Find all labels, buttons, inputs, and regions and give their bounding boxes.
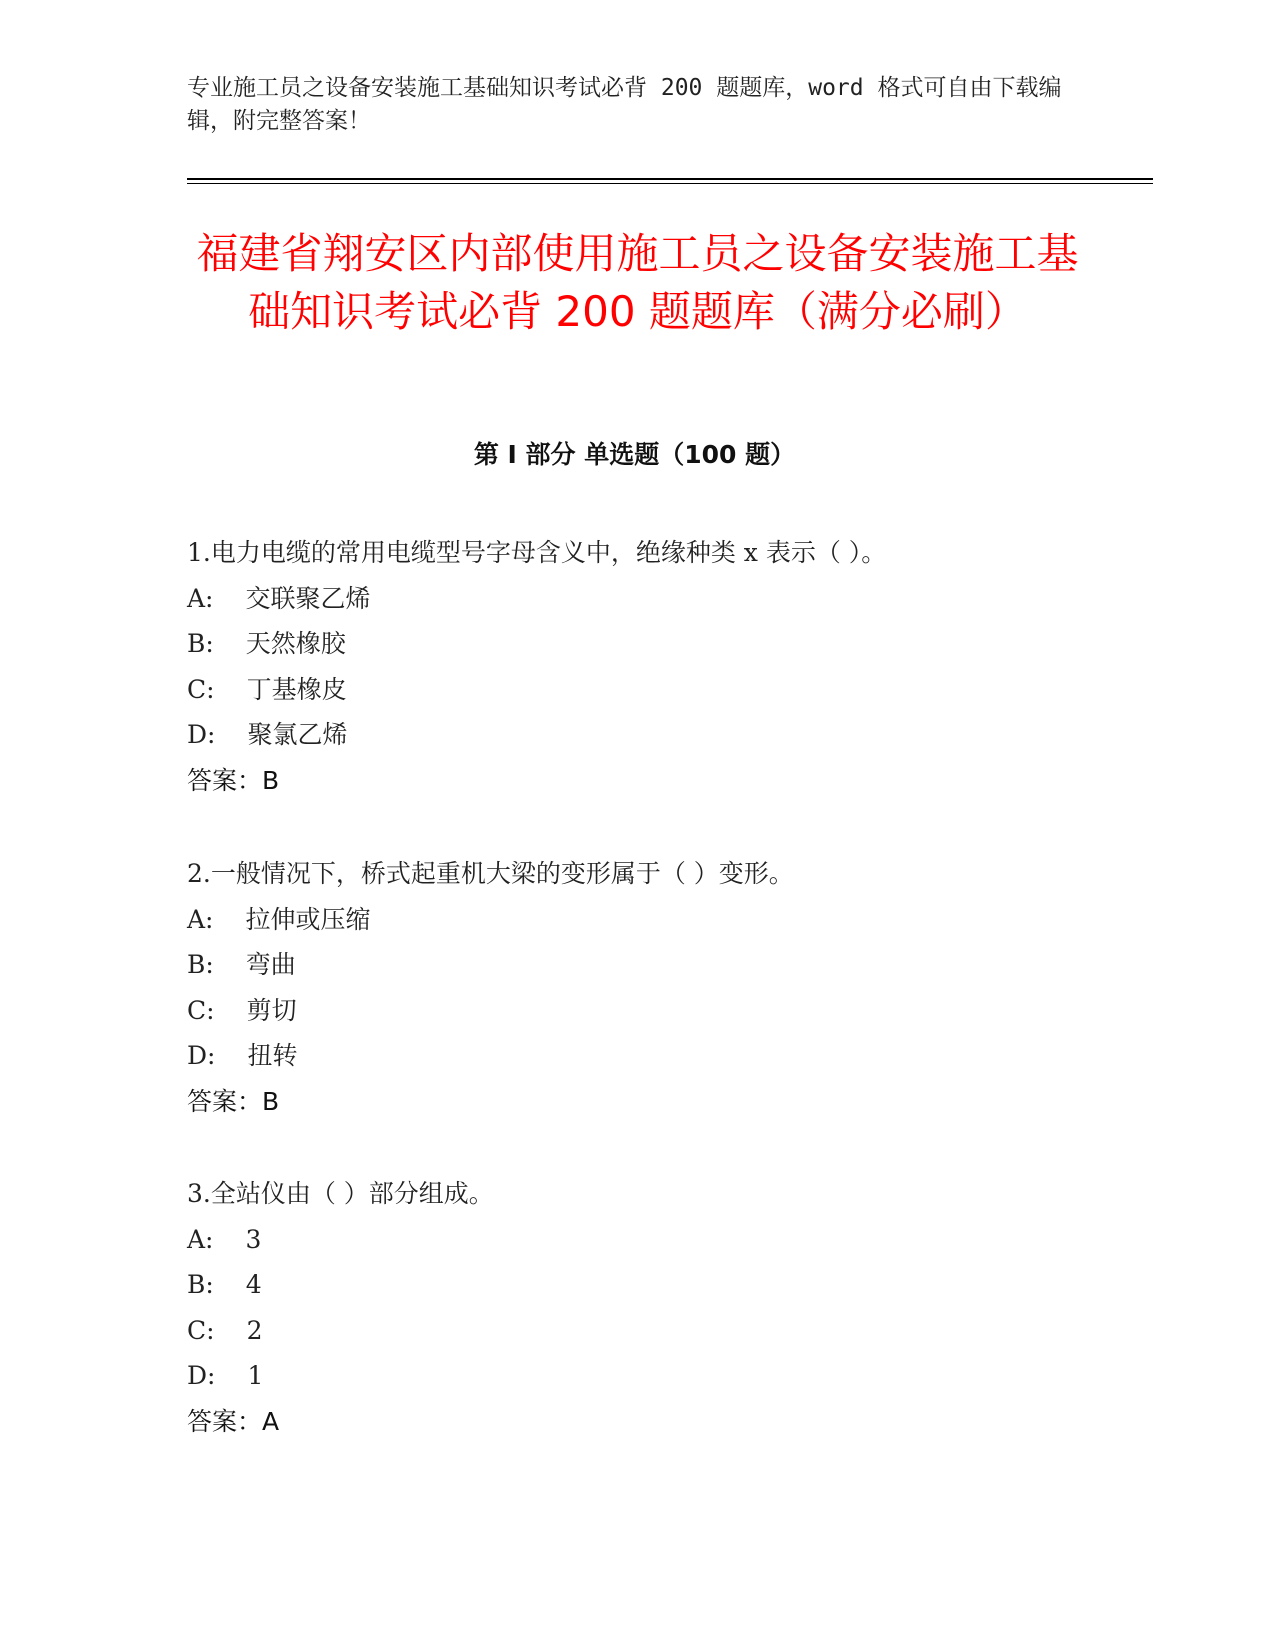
header-divider-thick — [187, 178, 1153, 180]
option-text: 交联聚乙烯 — [245, 583, 371, 613]
answer-value: A — [262, 1406, 280, 1436]
header-divider-thin — [187, 183, 1153, 184]
option-b — [187, 621, 1087, 667]
answer-value: B — [262, 1086, 280, 1116]
option-text: 天然橡胶 — [245, 629, 346, 658]
question-3 — [187, 1171, 1087, 1444]
answer-label: 答案： — [187, 1406, 263, 1436]
option-key: A: — [187, 904, 214, 934]
option-text: 2 — [246, 1315, 263, 1345]
option-key: C: — [187, 995, 215, 1025]
option-text: 聚氯乙烯 — [247, 720, 348, 749]
option-text: 拉伸或压缩 — [245, 904, 371, 934]
option-key: B: — [187, 1270, 214, 1299]
option-text: 扭转 — [247, 1041, 298, 1070]
option-b — [187, 942, 1087, 988]
answer-label: 答案： — [187, 765, 263, 795]
option-c — [187, 988, 1087, 1034]
option-c — [187, 667, 1087, 713]
answer-value: B — [262, 765, 280, 795]
header-note: 专业施工员之设备安装施工基础知识考试必背 200 题题库，word 格式可自由下载编辑，附完整答案！ — [187, 75, 1062, 134]
answer — [187, 1079, 1087, 1125]
option-key: A: — [187, 583, 214, 613]
option-key: C: — [187, 1315, 215, 1345]
option-text: 弯曲 — [245, 950, 296, 979]
option-d — [187, 712, 1087, 758]
question-1 — [187, 530, 1087, 803]
option-b — [187, 1262, 1087, 1308]
option-key: C: — [187, 674, 215, 704]
option-a — [187, 576, 1087, 622]
option-c — [187, 1308, 1087, 1354]
answer-label: 答案： — [187, 1086, 263, 1116]
option-text: 丁基橡皮 — [246, 674, 347, 704]
option-text: 剪切 — [246, 995, 297, 1025]
option-key: B: — [187, 950, 214, 979]
question-stem: 3.全站仪由（ ）部分组成。 — [187, 1179, 494, 1208]
option-key: A: — [187, 1224, 214, 1254]
document-title: 福建省翔安区内部使用施工员之设备安装施工基础知识考试必背 200 题题库（满分必刷） — [196, 229, 1079, 336]
answer — [187, 1399, 1087, 1445]
option-d — [187, 1033, 1087, 1079]
option-d — [187, 1353, 1087, 1399]
option-key: B: — [187, 629, 214, 658]
option-a — [187, 897, 1087, 943]
question-stem: 1.电力电缆的常用电缆型号字母含义中，绝缘种类 x 表示（ ）。 — [187, 538, 887, 567]
option-key: D: — [187, 1041, 216, 1070]
option-key: D: — [187, 1361, 216, 1390]
question-stem: 2.一般情况下，桥式起重机大梁的变形属于（ ）变形。 — [187, 859, 794, 888]
option-key: D: — [187, 720, 216, 749]
section-heading: 第 I 部分 单选题（100 题） — [473, 440, 796, 469]
option-text: 4 — [245, 1270, 262, 1299]
option-a — [187, 1217, 1087, 1263]
answer — [187, 758, 1087, 804]
question-2 — [187, 851, 1087, 1124]
option-text: 3 — [245, 1224, 262, 1254]
option-text: 1 — [247, 1361, 264, 1390]
